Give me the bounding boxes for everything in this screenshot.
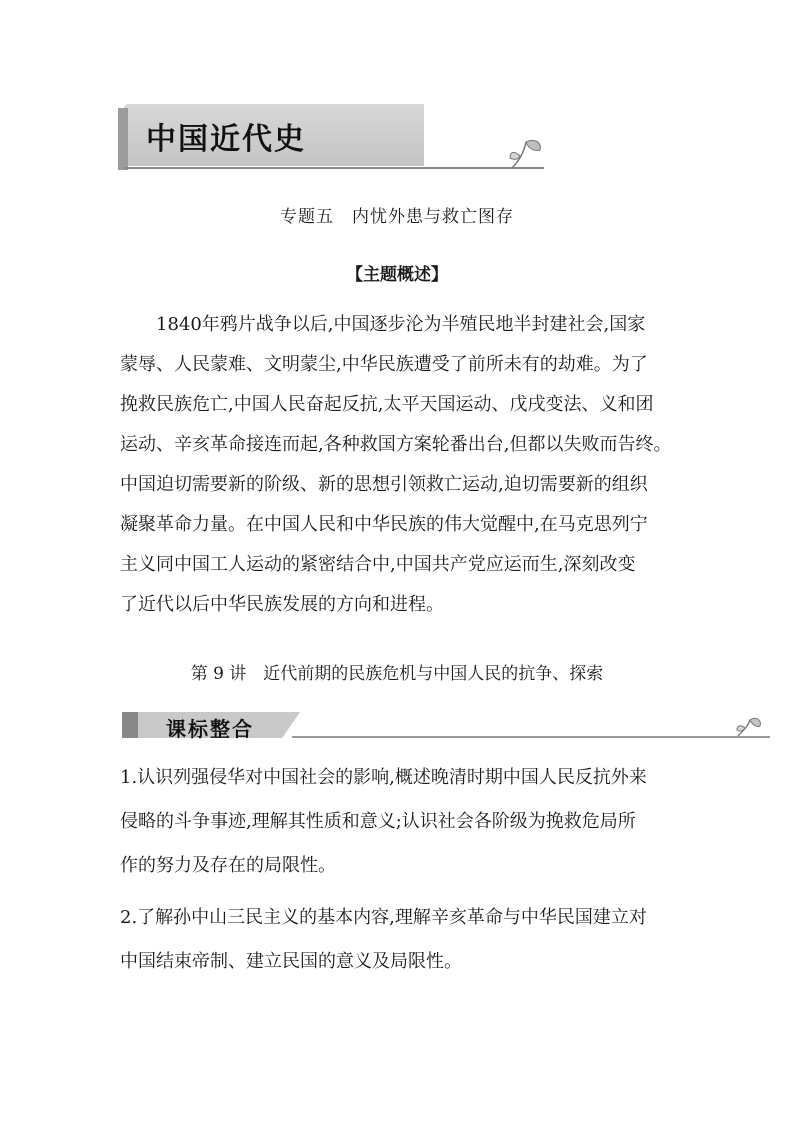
overview-heading: 【主题概述】 xyxy=(346,265,448,285)
overview-line: 蒙辱、人民蒙难、文明蒙尘,中华民族遭受了前所未有的劫难。为了 xyxy=(120,354,648,375)
standard-line: 1.认识列强侵华对中国社会的影响,概述晚清时期中国人民反抗外来 xyxy=(120,767,647,788)
overview-line: 1840年鸦片战争以后,中国逐步沦为半殖民地半封建社会,国家 xyxy=(156,314,646,335)
leaf-icon xyxy=(734,714,766,738)
standard-item-1 xyxy=(120,756,700,888)
standard-line: 侵略的斗争事迹,理解其性质和意义;认识社会各阶级为挽救危局所 xyxy=(120,811,636,832)
standard-line: 2.了解孙中山三民主义的基本内容,理解辛亥革命与中华民国建立对 xyxy=(120,907,647,928)
section-label: 课标整合 xyxy=(166,717,254,741)
section-divider xyxy=(292,736,770,738)
overview-paragraph xyxy=(120,305,680,625)
section-tab-edge xyxy=(122,712,138,738)
banner-edge xyxy=(118,108,128,170)
unit-banner xyxy=(118,104,548,174)
lecture-title: 第 9 讲 近代前期的民族危机与中国人民的抗争、探索 xyxy=(190,664,604,684)
standard-item-2 xyxy=(120,896,700,984)
topic-title: 专题五 内忧外患与救亡图存 xyxy=(280,207,514,227)
unit-title: 中国近代史 xyxy=(146,122,306,157)
overview-line: 了近代以后中华民族发展的方向和进程。 xyxy=(120,594,444,615)
standard-line: 中国结束帝制、建立民国的意义及局限性。 xyxy=(120,951,462,972)
overview-line: 凝聚革命力量。在中国人民和中华民族的伟大觉醒中,在马克思列宁 xyxy=(120,514,648,535)
overview-line: 运动、辛亥革命接连而起,各种救国方案轮番出台,但都以失败而告终。 xyxy=(120,434,672,455)
section-header xyxy=(122,712,772,742)
overview-line: 挽救民族危亡,中国人民奋起反抗,太平天国运动、戊戌变法、义和团 xyxy=(120,394,654,415)
overview-line: 主义同中国工人运动的紧密结合中,中国共产党应运而生,深刻改变 xyxy=(120,554,636,575)
overview-line: 中国迫切需要新的阶级、新的思想引领救亡运动,迫切需要新的组织 xyxy=(120,474,648,495)
leaf-icon xyxy=(506,134,546,172)
standard-line: 作的努力及存在的局限性。 xyxy=(120,855,336,876)
banner-underline xyxy=(124,167,544,169)
